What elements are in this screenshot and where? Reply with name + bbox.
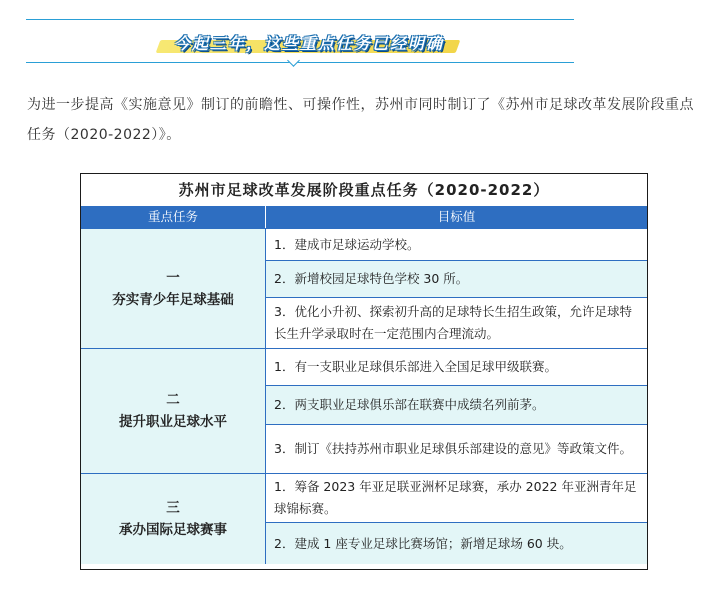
goal-list <box>266 349 647 473</box>
task-number: 三 <box>166 500 180 516</box>
task-group-events <box>81 473 647 564</box>
task-number: 二 <box>166 392 180 408</box>
task-cell <box>81 229 266 348</box>
banner-title-wrap <box>144 31 474 57</box>
goal-item: 1．有一支职业足球俱乐部进入全国足球甲级联赛。 <box>274 359 557 374</box>
goal-item: 2．建成 1 座专业足球比赛场馆；新增足球场 60 块。 <box>266 522 647 564</box>
task-number: 一 <box>166 269 180 286</box>
header-task: 重点任务 <box>81 206 266 228</box>
banner-top-line <box>26 19 574 20</box>
section-banner <box>26 10 574 70</box>
header-goal: 目标值 <box>437 209 476 224</box>
intro-paragraph: 为进一步提高《实施意见》制订的前瞻性、可操作性，苏州市同时制订了《苏州市足球改革发展阶段重点任务（2020-2022）》。 <box>27 97 694 143</box>
task-group-pro <box>81 348 647 473</box>
goal-item: 2．新增校园足球特色学校 30 所。 <box>266 260 647 297</box>
goal-item: 1．建成市足球运动学校。 <box>274 236 420 252</box>
task-name: 承办国际足球赛事 <box>119 522 227 538</box>
banner-title: 今起三年，这些重点任务已经明确 <box>173 34 444 53</box>
task-name: 提升职业足球水平 <box>119 414 227 430</box>
banner-bottom-line <box>26 62 574 63</box>
key-tasks-table <box>80 173 648 570</box>
task-cell <box>81 474 266 564</box>
table-header-row <box>81 206 647 228</box>
task-cell <box>81 349 266 473</box>
goal-list <box>266 474 647 564</box>
goal-item: 3．制订《扶持苏州市职业足球俱乐部建设的意见》等政策文件。 <box>266 424 647 473</box>
goal-list <box>266 229 647 348</box>
goal-item: 2．两支职业足球俱乐部在联赛中成绩名列前茅。 <box>266 385 647 424</box>
goal-item: 3．优化小升初、探索初升高的足球特长生招生政策，允许足球特长生升学录取时在一定范围内合理流动。 <box>266 297 647 348</box>
task-group-youth <box>81 228 647 348</box>
table-title: 苏州市足球改革发展阶段重点任务（2020-2022） <box>178 181 550 199</box>
task-name: 夯实青少年足球基础 <box>112 291 234 308</box>
goal-item: 1．筹备 2023 年亚足联亚洲杯足球赛，承办 2022 年亚洲青年足球锦标赛。 <box>274 479 637 516</box>
